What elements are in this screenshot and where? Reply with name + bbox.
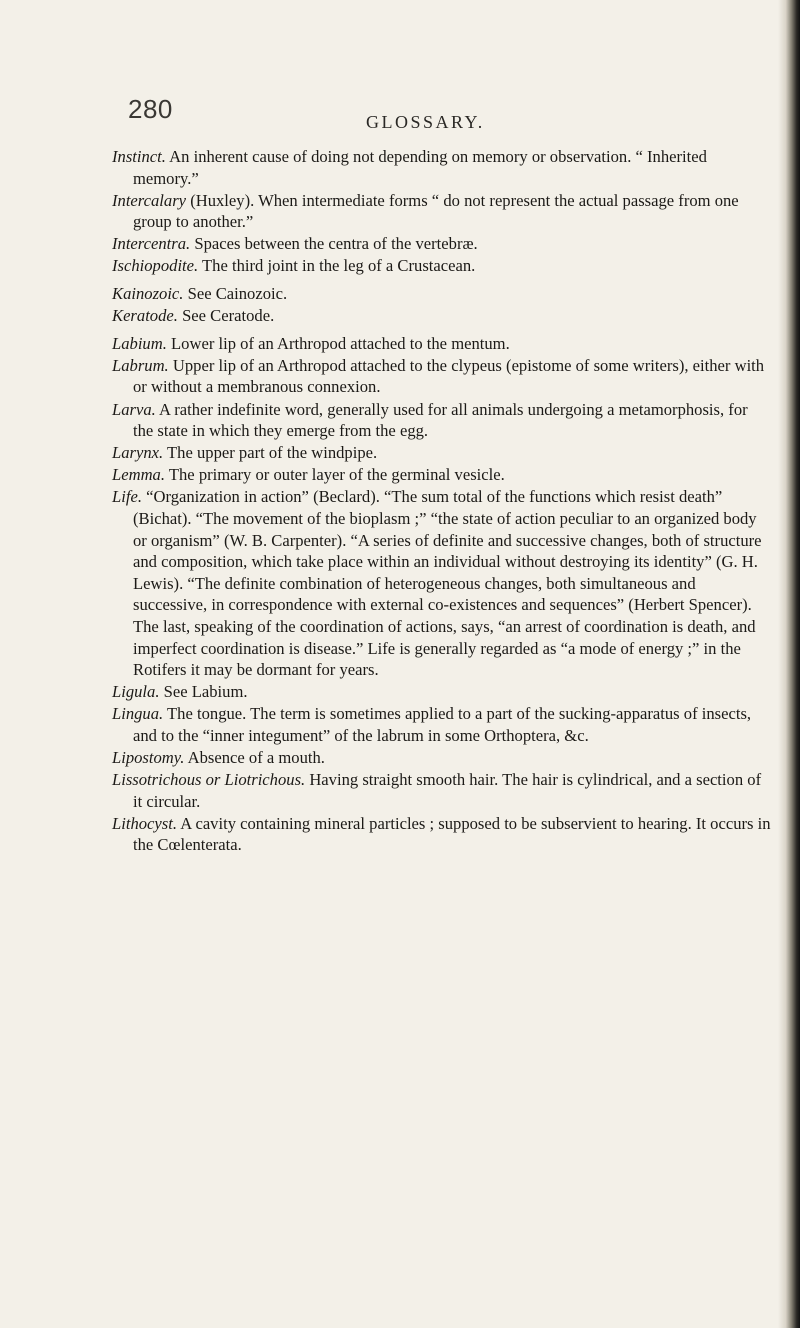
- glossary-entry-kainozoic: [112, 283, 772, 305]
- page-number: 280: [128, 94, 173, 124]
- glossary-entry-ischiopodite: [112, 255, 772, 277]
- glossary-entry-lemma: [112, 464, 772, 486]
- entry-term: Intercalary: [112, 190, 187, 210]
- entry-term: Intercentra.: [112, 234, 191, 254]
- entry-definition: An inherent cause of doing not depending on memory or observation. “ Inherited memory.”: [133, 147, 707, 188]
- entry-term: Kainozoic.: [112, 284, 184, 304]
- glossary-entry-intercentra: [112, 233, 772, 255]
- glossary-entry-lissotrichous: [112, 769, 772, 812]
- entry-definition: A cavity containing mineral particles ; supposed to be subservient to hearing. It occurs in the Cœlenterata.: [133, 813, 771, 855]
- entry-definition: The tongue. The term is sometimes applied to a part of the sucking-apparatus of insects, and to the “inner integument” of the labrum in some Orthoptera, &c.: [133, 704, 752, 745]
- entry-definition: The third joint in the leg of a Crustacean.: [202, 256, 476, 276]
- glossary-entry-larva: [112, 399, 772, 442]
- page-edge-shadow: [778, 0, 800, 1328]
- entry-term: Life.: [112, 487, 142, 507]
- entry-term: Larynx.: [112, 443, 164, 463]
- entry-term: Lemma.: [112, 465, 166, 485]
- entry-definition: See Ceratode.: [182, 306, 275, 326]
- entry-term: Ischiopodite.: [112, 256, 199, 276]
- entry-term: Lithocyst.: [112, 813, 177, 833]
- entry-term: Lipostomy.: [112, 748, 185, 768]
- entry-definition: See Cainozoic.: [187, 284, 288, 304]
- glossary-entry-intercalary: [112, 190, 772, 233]
- glossary-entry-lipostomy: [112, 747, 772, 769]
- glossary-list: [112, 146, 772, 857]
- entry-definition: The primary or outer layer of the germinal vesicle.: [168, 465, 505, 485]
- entry-term: Labium.: [112, 333, 167, 353]
- entry-definition: See Labium.: [163, 682, 248, 702]
- entry-definition: The upper part of the windpipe.: [167, 443, 378, 463]
- entry-term: Lissotrichous or Liotrichous.: [112, 770, 306, 790]
- glossary-entry-labium: [112, 333, 772, 355]
- glossary-entry-labrum: [112, 355, 772, 398]
- glossary-entry-lithocyst: [112, 813, 772, 856]
- entry-definition: (Huxley). When intermediate forms “ do not represent the actual passage from one group to another.”: [133, 190, 739, 232]
- running-head: GLOSSARY.: [366, 112, 485, 132]
- glossary-entry-lingua: [112, 703, 772, 746]
- entry-definition: Upper lip of an Arthropod attached to the clypeus (epistome of some writers), either with or without a membranous connexion.: [133, 355, 765, 397]
- entry-definition: Lower lip of an Arthropod attached to the mentum.: [171, 333, 510, 353]
- entry-term: Larva.: [112, 399, 156, 419]
- entry-term: Keratode.: [112, 306, 178, 326]
- glossary-entry-ligula: [112, 681, 772, 703]
- glossary-entry-life: [112, 486, 772, 680]
- entry-definition: Spaces between the centra of the vertebræ.: [194, 234, 478, 254]
- glossary-entry-instinct: [112, 146, 772, 189]
- entry-term: Instinct.: [112, 147, 166, 166]
- entry-term: Lingua.: [112, 704, 164, 724]
- entry-definition: Absence of a mouth.: [187, 748, 325, 768]
- entry-definition: Having straight smooth hair. The hair is cylindrical, and a section of it circular.: [133, 770, 762, 811]
- glossary-entry-keratode: [112, 305, 772, 327]
- entry-term: Labrum.: [112, 355, 169, 375]
- entry-definition: A rather indefinite word, generally used for all animals undergoing a metamorphosis, for the state in which they emerge from the egg.: [133, 399, 748, 441]
- glossary-entry-larynx: [112, 442, 772, 464]
- entry-definition: “Organization in action” (Beclard). “The sum total of the functions which resist death” (Bichat). “The movement of the bioplasm ;” “the state of action peculiar to an organized body or organism” (W. B. Carpenter). “A series of definite and successive changes, both of structure and composition, which take place within an individual without destroying its identity” (G. H. Lewis). “The definite combination of heterogeneous changes, both simultaneous and successive, in correspondence with external co-existences and sequences” (Herbert Spencer). The last, speaking of the coordination of actions, says, “an arrest of coordination is death, and imperfect coordination is disease.” Life is generally regarded as “a mode of energy ;” in the Rotifers it may be dormant for years.: [133, 487, 762, 680]
- entry-term: Ligula.: [112, 682, 160, 702]
